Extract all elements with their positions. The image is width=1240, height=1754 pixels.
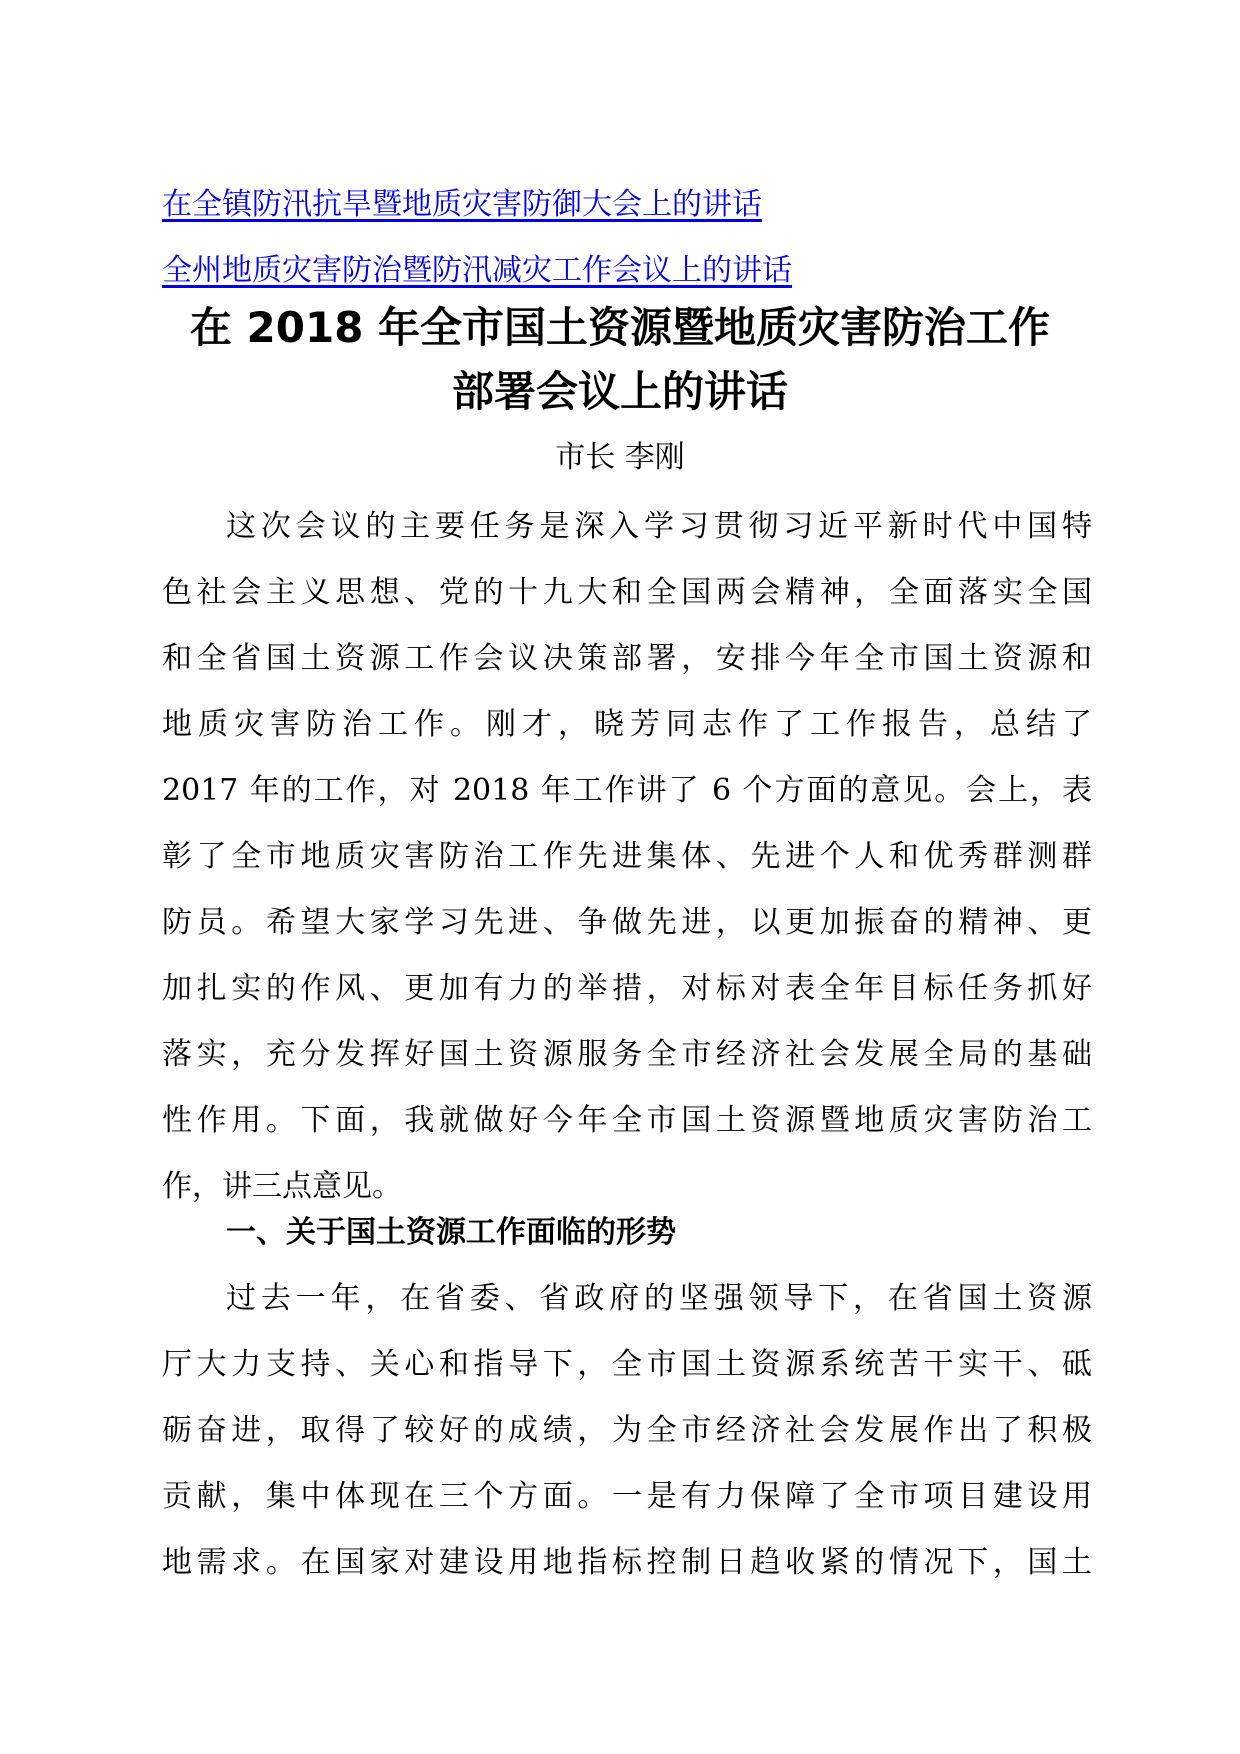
document-title-line-1: 在 2018 年全市国土资源暨地质灾害防治工作 (189, 303, 1051, 352)
paragraph-line: 落实，充分发挥好国土资源服务全市经济社会发展全局的基础 (162, 1037, 1092, 1072)
paragraph-line: 彰了全市地质灾害防治工作先进集体、先进个人和优秀群测群 (162, 839, 1092, 874)
paragraph-line: 地质灾害防治工作。刚才，晓芳同志作了工作报告，总结了 (162, 707, 1092, 742)
paragraph-line: 2017 年的工作，对 2018 年工作讲了 6 个方面的意见。会上，表 (162, 773, 1092, 808)
paragraph-line: 砺奋进，取得了较好的成绩，为全市经济社会发展作出了积极 (162, 1413, 1092, 1448)
document-title (140, 296, 1100, 424)
paragraph-situation (162, 1266, 1092, 1596)
paragraph-line: 贡献，集中体现在三个方面。一是有力保障了全市项目建设用 (162, 1479, 1092, 1514)
section-heading-1: 一、关于国土资源工作面临的形势 (226, 1215, 676, 1250)
paragraph-line: 防员。希望大家学习先进、争做先进，以更加振奋的精神、更 (162, 905, 1092, 940)
paragraph-line: 和全省国土资源工作会议决策部署，安排今年全市国土资源和 (162, 641, 1092, 676)
paragraph-line: 过去一年，在省委、省政府的坚强领导下，在省国土资源 (226, 1281, 1092, 1316)
paragraph-line: 厅大力支持、关心和指导下，全市国土资源系统苦干实干、砥 (162, 1347, 1092, 1382)
author-line: 市长 李刚 (555, 440, 685, 475)
document-title-line-2: 部署会议上的讲话 (451, 367, 788, 416)
paragraph-line: 色社会主义思想、党的十九大和全国两会精神，全面落实全国 (162, 575, 1092, 610)
related-links (162, 172, 1102, 304)
paragraph-line: 作，讲三点意见。 (162, 1169, 402, 1204)
paragraph-line: 这次会议的主要任务是深入学习贯彻习近平新时代中国特 (226, 509, 1092, 544)
related-link-2[interactable]: 全州地质灾害防治暨防汛减灾工作会议上的讲话 (162, 253, 792, 288)
paragraph-line: 地需求。在国家对建设用地指标控制日趋收紧的情况下，国土 (162, 1545, 1092, 1580)
paragraph-line: 加扎实的作风、更加有力的举措，对标对表全年目标任务抓好 (162, 971, 1092, 1006)
paragraph-line: 性作用。下面，我就做好今年全市国土资源暨地质灾害防治工 (162, 1103, 1092, 1138)
related-link-1[interactable]: 在全镇防汛抗旱暨地质灾害防御大会上的讲话 (162, 187, 762, 222)
paragraph-intro (162, 494, 1092, 1220)
